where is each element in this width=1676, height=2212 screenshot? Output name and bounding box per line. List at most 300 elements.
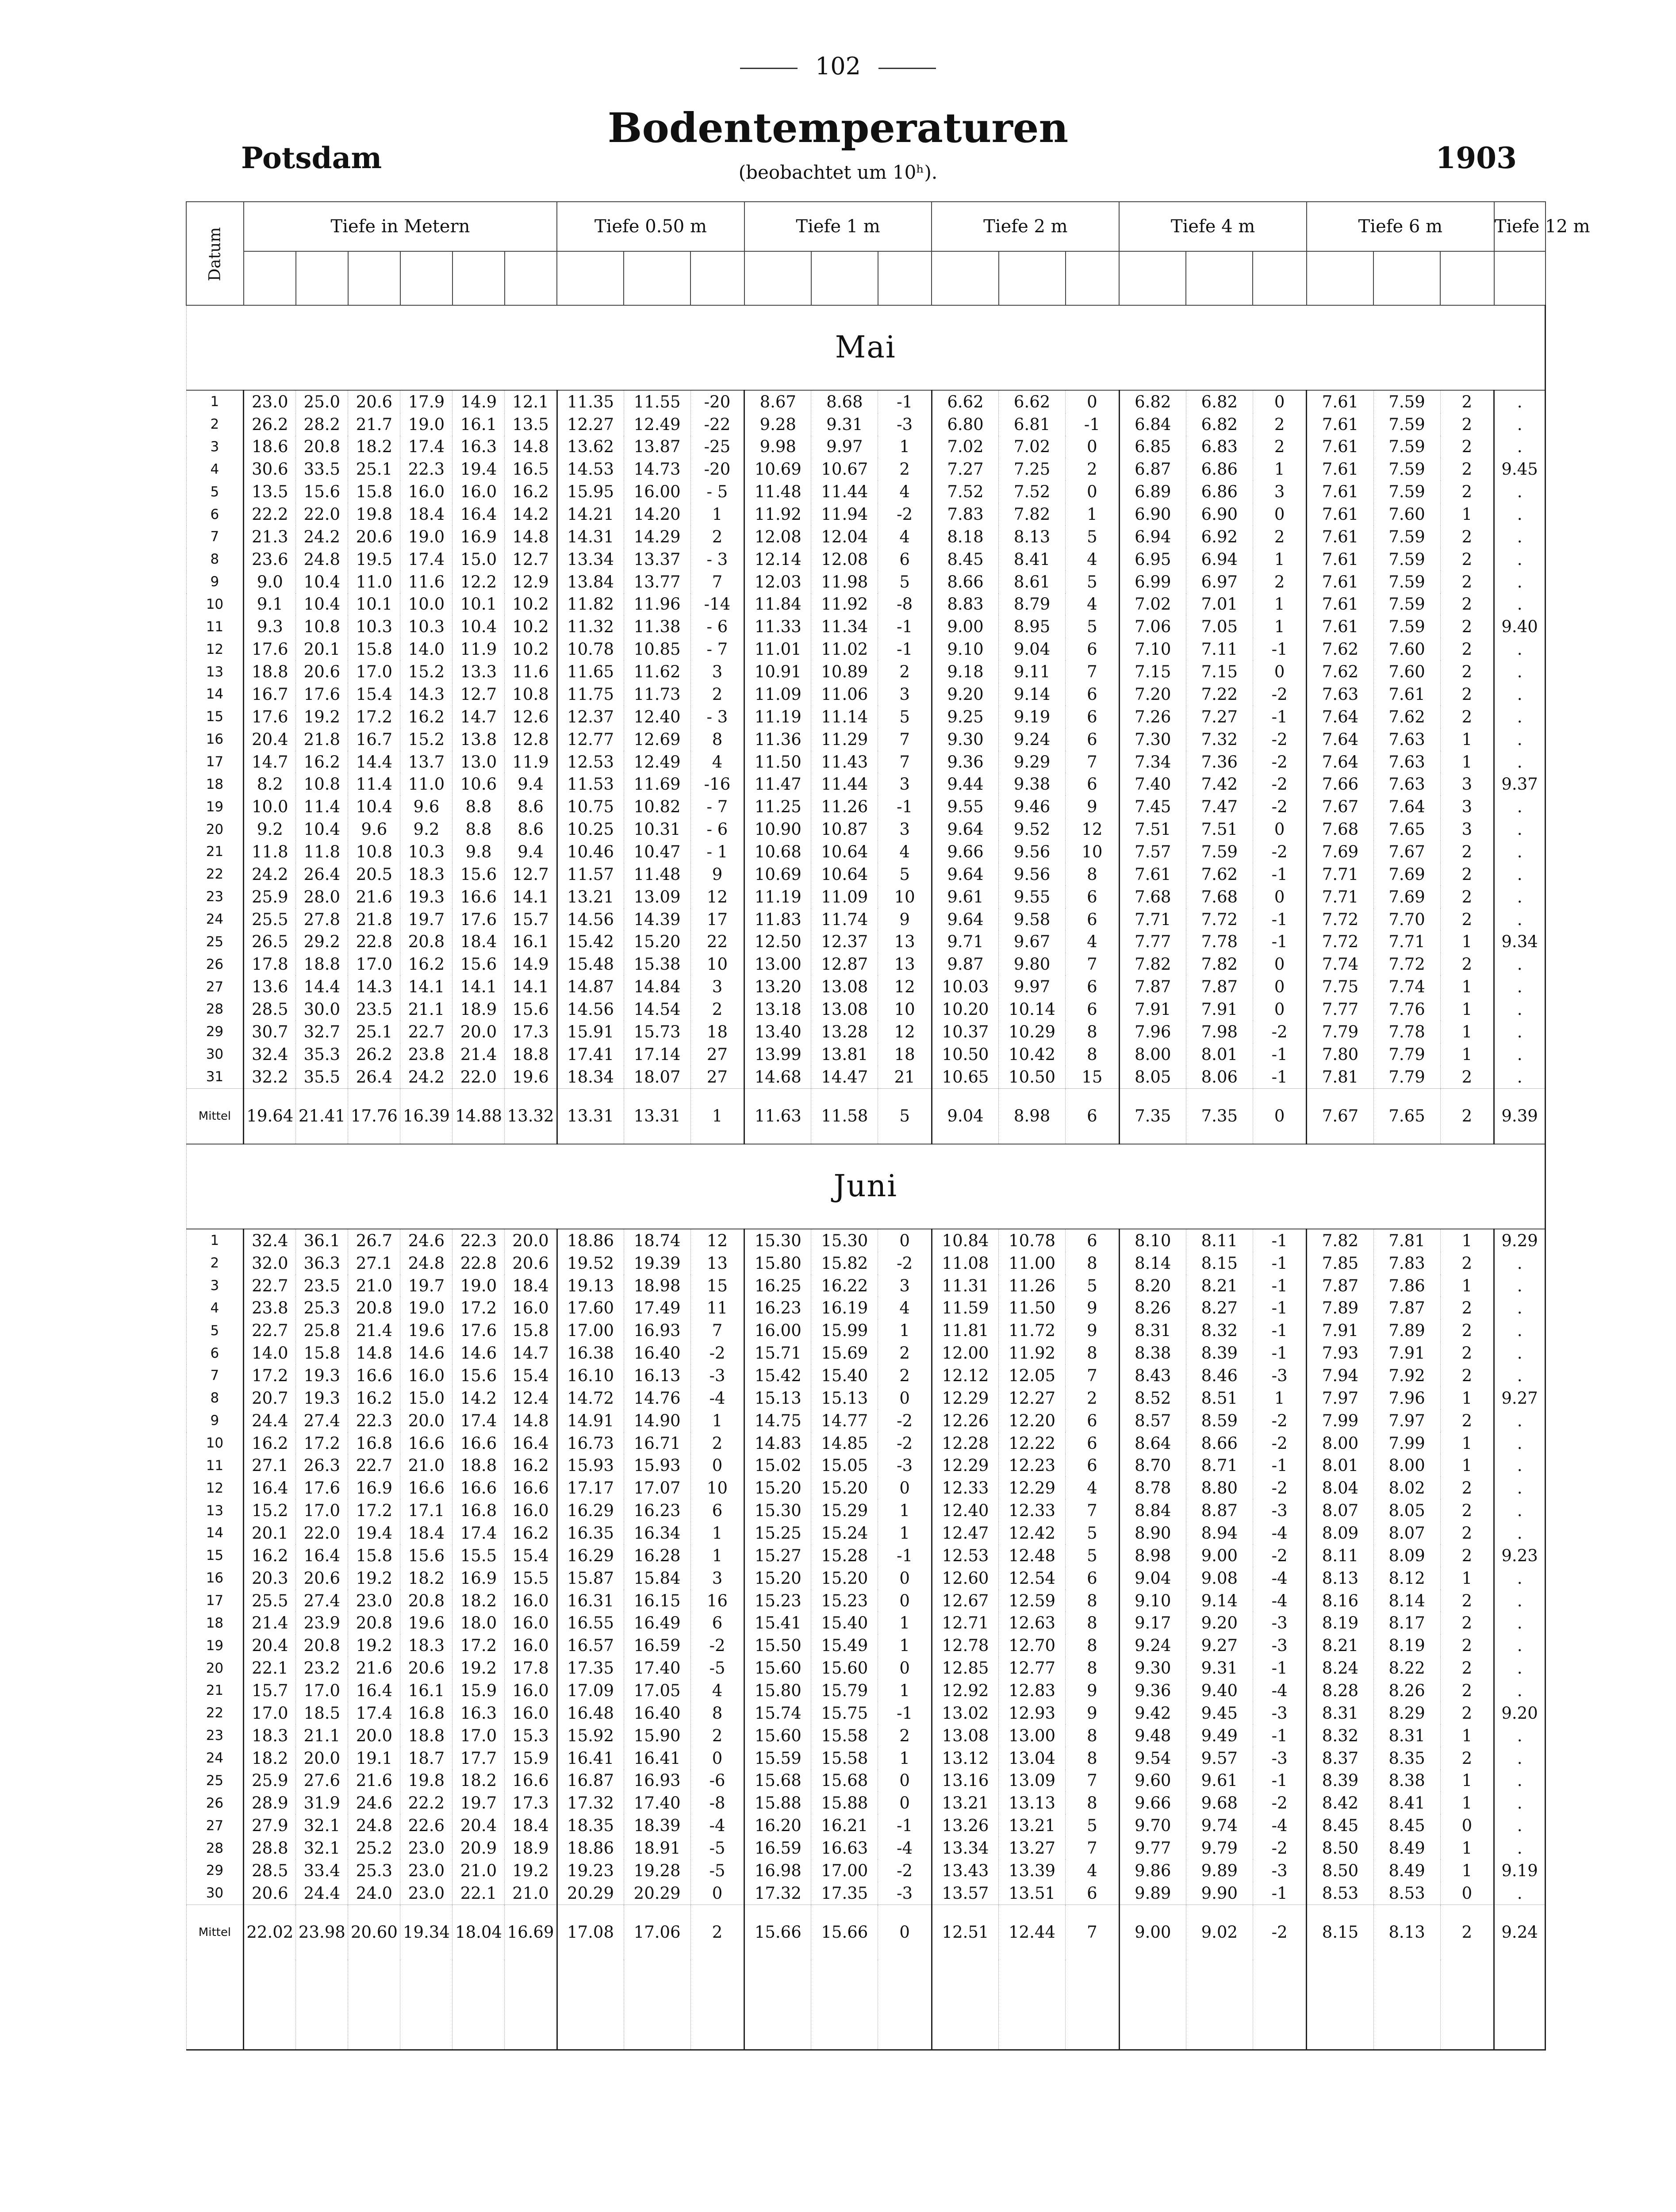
value-cell: 15.68 — [811, 1770, 878, 1792]
value-cell: -1 — [1253, 930, 1307, 953]
value-cell: 6.99 — [1119, 571, 1186, 593]
datum-cell: 8 — [186, 548, 244, 571]
value-cell: 7.68 — [1186, 886, 1253, 908]
ton-header — [1119, 251, 1186, 305]
value-cell: 24.6 — [348, 1792, 400, 1814]
value-cell: 8.27 — [1186, 1297, 1253, 1319]
value-cell: -2 — [1253, 728, 1307, 751]
value-cell: 22.3 — [348, 1409, 400, 1432]
value-cell: 7.78 — [1186, 930, 1253, 953]
value-cell: 7.02 — [999, 436, 1066, 458]
value-cell: 12.2 — [453, 571, 505, 593]
datum-cell: 16 — [186, 1567, 244, 1590]
value-cell: 12.71 — [932, 1612, 998, 1634]
value-cell: 9.00 — [932, 615, 998, 638]
value-cell: 7.42 — [1186, 773, 1253, 795]
value-cell: 13.21 — [932, 1792, 998, 1814]
value-cell: 9.24 — [999, 728, 1066, 751]
value-cell: 13.08 — [932, 1724, 998, 1747]
value-cell: 7.02 — [932, 436, 998, 458]
value-cell: 2 — [1440, 886, 1494, 908]
value-cell: 17.00 — [811, 1859, 878, 1882]
value-cell: 23.2 — [296, 1657, 348, 1679]
value-cell: 5 — [878, 571, 932, 593]
value-cell: 9.58 — [999, 908, 1066, 931]
value-cell: -1 — [1253, 638, 1307, 661]
value-cell: 5 — [1066, 615, 1120, 638]
value-cell: 6 — [1066, 683, 1120, 706]
value-cell: 25.8 — [296, 1319, 348, 1342]
value-cell: 7.79 — [1307, 1021, 1373, 1043]
value-cell: 12.00 — [932, 1342, 998, 1364]
value-cell: 15.71 — [744, 1342, 811, 1364]
value-cell: 7.59 — [1373, 458, 1440, 480]
value-cell: 20.0 — [296, 1747, 348, 1770]
value-cell: 17.2 — [453, 1634, 505, 1657]
value-cell: 7.87 — [1373, 1297, 1440, 1319]
value-cell: 10.8 — [348, 841, 400, 863]
value-cell: . — [1494, 795, 1546, 818]
value-cell: 12.93 — [999, 1702, 1066, 1724]
value-cell: 8.45 — [1373, 1814, 1440, 1837]
value-cell: 18.2 — [244, 1747, 296, 1770]
value-cell: 7.82 — [1307, 1229, 1373, 1252]
value-cell: 7.62 — [1373, 706, 1440, 728]
value-cell: 19.34 — [400, 1905, 453, 1960]
datum-cell: 20 — [186, 1657, 244, 1679]
value-cell: -3 — [1253, 1747, 1307, 1770]
value-cell: 2 — [1440, 1409, 1494, 1432]
ton-header — [1307, 251, 1373, 305]
value-cell: . — [1494, 1770, 1546, 1792]
value-cell: 11.69 — [624, 773, 690, 795]
value-cell: 22.7 — [348, 1454, 400, 1477]
table-row — [186, 458, 1546, 480]
group-header-050m: Tiefe 0.50 m — [557, 202, 744, 251]
value-cell: 1 — [1440, 1275, 1494, 1297]
empty-cell — [624, 1960, 690, 2050]
datum-cell: 1 — [186, 390, 244, 413]
value-cell: 23.0 — [348, 1590, 400, 1612]
value-cell: 17.6 — [453, 1319, 505, 1342]
value-cell: 14.75 — [744, 1409, 811, 1432]
value-cell: 15.4 — [348, 683, 400, 706]
value-cell: 2 — [878, 1342, 932, 1364]
table-row — [186, 683, 1546, 706]
table-row — [186, 998, 1546, 1021]
datum-header: Datum — [186, 202, 244, 305]
value-cell: 7.61 — [1307, 593, 1373, 616]
value-cell: 1 — [1253, 593, 1307, 616]
value-cell: 8.79 — [999, 593, 1066, 616]
value-cell: 6.86 — [1186, 458, 1253, 480]
value-cell: 10.65 — [932, 1066, 998, 1088]
value-cell: 11.36 — [744, 728, 811, 751]
value-cell: 15.20 — [811, 1477, 878, 1499]
value-cell: -2 — [878, 503, 932, 526]
value-cell: 25.3 — [296, 1297, 348, 1319]
value-cell: 9.00 — [1186, 1544, 1253, 1567]
value-cell: 33.4 — [296, 1859, 348, 1882]
value-cell: 20.60 — [348, 1905, 400, 1960]
value-cell: 17.08 — [557, 1905, 624, 1960]
value-cell: 8.28 — [1307, 1679, 1373, 1702]
value-cell: . — [1494, 1814, 1546, 1837]
value-cell: 9.29 — [999, 751, 1066, 773]
value-cell: 0 — [878, 1567, 932, 1590]
value-cell: 15.13 — [744, 1387, 811, 1409]
value-cell: 9.77 — [1119, 1837, 1186, 1859]
value-cell: -2 — [690, 1342, 744, 1364]
depth-header — [400, 251, 453, 305]
value-cell: 15.30 — [744, 1499, 811, 1522]
value-cell: 15 — [1066, 1066, 1120, 1088]
value-cell: 5 — [1066, 1814, 1120, 1837]
value-cell: 12.33 — [999, 1499, 1066, 1522]
value-cell: 9.11 — [999, 661, 1066, 683]
value-cell: 4 — [878, 1297, 932, 1319]
value-cell: 12.08 — [811, 548, 878, 571]
value-cell: 15.2 — [400, 728, 453, 751]
value-cell: 17.6 — [244, 706, 296, 728]
value-cell: 2 — [1440, 548, 1494, 571]
value-cell: 9.97 — [811, 436, 878, 458]
value-cell: 9.56 — [999, 863, 1066, 886]
value-cell: 8.21 — [1186, 1275, 1253, 1297]
value-cell: 16.6 — [505, 1770, 557, 1792]
value-cell: 16.2 — [348, 1387, 400, 1409]
datum-cell: 11 — [186, 1454, 244, 1477]
value-cell: 7.77 — [1119, 930, 1186, 953]
value-cell: 8.32 — [1307, 1724, 1373, 1747]
value-cell: 6.82 — [1186, 413, 1253, 436]
value-cell: 10 — [690, 953, 744, 975]
value-cell: 19.13 — [557, 1275, 624, 1297]
value-cell: 13.8 — [453, 728, 505, 751]
value-cell: 7.72 — [1307, 930, 1373, 953]
table-row — [186, 1702, 1546, 1724]
value-cell: 8.71 — [1186, 1454, 1253, 1477]
value-cell: 12.85 — [932, 1657, 998, 1679]
value-cell: 1 — [1440, 1021, 1494, 1043]
value-cell: 10.29 — [999, 1021, 1066, 1043]
group-header-12m: Tiefe 12 m — [1494, 202, 1546, 251]
value-cell: 2 — [878, 1724, 932, 1747]
value-cell: 17.09 — [557, 1679, 624, 1702]
value-cell: 8.49 — [1373, 1859, 1440, 1882]
value-cell: 11.29 — [811, 728, 878, 751]
value-cell: 11.9 — [453, 638, 505, 661]
value-cell: 10.4 — [296, 571, 348, 593]
value-cell: 9.46 — [999, 795, 1066, 818]
value-cell: 13 — [690, 1252, 744, 1275]
value-cell: . — [1494, 1747, 1546, 1770]
value-cell: 15.75 — [811, 1702, 878, 1724]
value-cell: 7.96 — [1119, 1021, 1186, 1043]
value-cell: 9.36 — [932, 751, 998, 773]
value-cell: 17.3 — [505, 1021, 557, 1043]
value-cell: 6 — [878, 548, 932, 571]
value-cell: 8.67 — [744, 390, 811, 413]
value-cell: 6 — [1066, 1229, 1120, 1252]
value-cell: 7 — [690, 571, 744, 593]
empty-cell — [1119, 1960, 1186, 2050]
value-cell: 19.6 — [400, 1319, 453, 1342]
value-cell: 24.4 — [296, 1882, 348, 1905]
value-cell: 18.7 — [400, 1747, 453, 1770]
value-cell: 17.0 — [453, 1724, 505, 1747]
value-cell: 7.92 — [1373, 1364, 1440, 1387]
empty-cell — [557, 1960, 624, 2050]
value-cell: 2 — [690, 683, 744, 706]
value-cell: 8.22 — [1373, 1657, 1440, 1679]
value-cell: 14.3 — [348, 975, 400, 998]
value-cell: -3 — [1253, 1612, 1307, 1634]
value-cell: 1 — [1440, 998, 1494, 1021]
datum-cell: 2 — [186, 1252, 244, 1275]
value-cell: 16.6 — [505, 1477, 557, 1499]
value-cell: 15.0 — [453, 548, 505, 571]
value-cell: 2 — [1440, 1590, 1494, 1612]
value-cell: 15.40 — [811, 1364, 878, 1387]
value-cell: 8.50 — [1307, 1837, 1373, 1859]
value-cell: 0 — [1253, 953, 1307, 975]
value-cell: 17.40 — [624, 1792, 690, 1814]
value-cell: 20.6 — [296, 1567, 348, 1590]
value-cell: 9.55 — [999, 886, 1066, 908]
value-cell: . — [1494, 548, 1546, 571]
value-cell: 17.35 — [811, 1882, 878, 1905]
value-cell: 10.42 — [999, 1043, 1066, 1066]
value-cell: 9.66 — [1119, 1792, 1186, 1814]
empty-cell — [999, 1960, 1066, 2050]
value-cell: 2 — [1440, 1297, 1494, 1319]
value-cell: 18.91 — [624, 1837, 690, 1859]
value-cell: 0 — [1440, 1814, 1494, 1837]
value-cell: 16.34 — [624, 1522, 690, 1544]
value-cell: 17.0 — [296, 1679, 348, 1702]
value-cell: 17.8 — [505, 1657, 557, 1679]
value-cell: 6 — [1066, 975, 1120, 998]
value-cell: 14.76 — [624, 1387, 690, 1409]
datum-cell: 9 — [186, 571, 244, 593]
value-cell: 13.28 — [811, 1021, 878, 1043]
value-cell: 15.59 — [744, 1747, 811, 1770]
datum-cell: 20 — [186, 818, 244, 841]
value-cell: 16.40 — [624, 1702, 690, 1724]
value-cell: 7.59 — [1373, 593, 1440, 616]
value-cell: 3 — [878, 1275, 932, 1297]
value-cell: 10.8 — [296, 615, 348, 638]
value-cell: 6.84 — [1119, 413, 1186, 436]
value-cell: . — [1494, 975, 1546, 998]
value-cell: 2 — [1253, 526, 1307, 548]
value-cell: 9 — [1066, 795, 1120, 818]
empty-cell — [1253, 1960, 1307, 2050]
value-cell: 2 — [1440, 1319, 1494, 1342]
value-cell: 15.20 — [811, 1567, 878, 1590]
value-cell: 10.75 — [557, 795, 624, 818]
datum-cell: 5 — [186, 1319, 244, 1342]
value-cell: 18.9 — [453, 998, 505, 1021]
value-cell: 22.0 — [296, 1522, 348, 1544]
value-cell: 2 — [1440, 1747, 1494, 1770]
value-cell: 10.25 — [557, 818, 624, 841]
value-cell: 20.5 — [348, 863, 400, 886]
value-cell: 13.3 — [453, 661, 505, 683]
value-cell: 7.61 — [1307, 458, 1373, 480]
value-cell: 25.5 — [244, 1590, 296, 1612]
value-cell: 13.08 — [811, 975, 878, 998]
value-cell: 1 — [690, 1088, 744, 1144]
value-cell: 7 — [878, 751, 932, 773]
value-cell: 12.29 — [932, 1454, 998, 1477]
value-cell: 13.26 — [932, 1814, 998, 1837]
value-cell: 12.83 — [999, 1679, 1066, 1702]
value-cell: 7.59 — [1373, 436, 1440, 458]
value-cell: 2 — [1440, 480, 1494, 503]
value-cell: 7.86 — [1373, 1275, 1440, 1297]
value-cell: 15.8 — [505, 1319, 557, 1342]
value-cell: 27.6 — [296, 1770, 348, 1792]
value-cell: 10.4 — [296, 593, 348, 616]
value-cell: 9.90 — [1186, 1882, 1253, 1905]
value-cell: 22.3 — [400, 458, 453, 480]
neusilber-header — [999, 251, 1066, 305]
value-cell: 8.02 — [1373, 1477, 1440, 1499]
table-row — [186, 1544, 1546, 1567]
value-cell: 7.69 — [1307, 841, 1373, 863]
value-cell: 1 — [1440, 1432, 1494, 1455]
value-cell: 7.64 — [1307, 751, 1373, 773]
value-cell: 16.9 — [453, 1567, 505, 1590]
value-cell: 9.27 — [1494, 1387, 1546, 1409]
value-cell: 13.31 — [557, 1088, 624, 1144]
value-cell: 20.8 — [348, 1612, 400, 1634]
value-cell: 8.07 — [1307, 1499, 1373, 1522]
value-cell: 7.68 — [1307, 818, 1373, 841]
value-cell: 7.77 — [1307, 998, 1373, 1021]
value-cell: 13.5 — [244, 480, 296, 503]
ton-header — [932, 251, 998, 305]
value-cell: 18.2 — [400, 1567, 453, 1590]
value-cell: 15.92 — [557, 1724, 624, 1747]
value-cell: 18.8 — [400, 1724, 453, 1747]
value-cell: . — [1494, 1066, 1546, 1088]
value-cell: . — [1494, 1590, 1546, 1612]
table-row — [186, 818, 1546, 841]
value-cell: 13.62 — [557, 436, 624, 458]
value-cell: 19.0 — [453, 1275, 505, 1297]
value-cell: 8 — [1066, 1043, 1120, 1066]
value-cell: 11.00 — [999, 1252, 1066, 1275]
value-cell: 7.61 — [1307, 480, 1373, 503]
value-cell: 2 — [1440, 1342, 1494, 1364]
value-cell: 19.7 — [453, 1792, 505, 1814]
value-cell: 7.91 — [1373, 1342, 1440, 1364]
value-cell: 8.78 — [1119, 1477, 1186, 1499]
value-cell: 16.19 — [811, 1297, 878, 1319]
value-cell: 11.84 — [744, 593, 811, 616]
value-cell: 15.27 — [744, 1544, 811, 1567]
value-cell: 8.35 — [1373, 1747, 1440, 1770]
value-cell: 14.0 — [244, 1342, 296, 1364]
value-cell: -1 — [1066, 413, 1120, 436]
value-cell: 9.34 — [1494, 930, 1546, 953]
value-cell: 7.60 — [1373, 661, 1440, 683]
value-cell: 7.96 — [1373, 1387, 1440, 1409]
value-cell: 7.87 — [1307, 1275, 1373, 1297]
value-cell: 32.4 — [244, 1229, 296, 1252]
value-cell: 15.20 — [744, 1567, 811, 1590]
value-cell: 7.61 — [1307, 503, 1373, 526]
value-cell: -3 — [1253, 1364, 1307, 1387]
value-cell: 2 — [1440, 571, 1494, 593]
value-cell: 9.98 — [744, 436, 811, 458]
table-row — [186, 1837, 1546, 1859]
value-cell: 21.0 — [505, 1882, 557, 1905]
value-cell: 8.42 — [1307, 1792, 1373, 1814]
value-cell: 8.09 — [1373, 1544, 1440, 1567]
value-cell: 8.00 — [1307, 1432, 1373, 1455]
value-cell: 21 — [878, 1066, 932, 1088]
value-cell: 8 — [1066, 863, 1120, 886]
value-cell: 15.4 — [505, 1544, 557, 1567]
value-cell: -4 — [690, 1814, 744, 1837]
value-cell: 8.64 — [1119, 1432, 1186, 1455]
value-cell: 10.31 — [624, 818, 690, 841]
value-cell: 2 — [1440, 841, 1494, 863]
value-cell: 25.2 — [348, 1837, 400, 1859]
value-cell: 7.36 — [1186, 751, 1253, 773]
table-row — [186, 930, 1546, 953]
datum-cell: 4 — [186, 1297, 244, 1319]
value-cell: 15.60 — [744, 1724, 811, 1747]
value-cell: 8.38 — [1119, 1342, 1186, 1364]
datum-cell: 18 — [186, 1612, 244, 1634]
value-cell: 1 — [1253, 458, 1307, 480]
value-cell: 8 — [1066, 1634, 1120, 1657]
value-cell: 22.6 — [400, 1814, 453, 1837]
value-cell: 15.2 — [244, 1499, 296, 1522]
value-cell: 14.53 — [557, 458, 624, 480]
value-cell: -1 — [878, 1544, 932, 1567]
value-cell: -4 — [878, 1837, 932, 1859]
value-cell: 12.28 — [932, 1432, 998, 1455]
value-cell: 10.85 — [624, 638, 690, 661]
value-cell: 19.28 — [624, 1859, 690, 1882]
table-row — [186, 1770, 1546, 1792]
value-cell: 16.40 — [624, 1342, 690, 1364]
value-cell: . — [1494, 1477, 1546, 1499]
value-cell: 8.39 — [1186, 1342, 1253, 1364]
datum-cell: 8 — [186, 1387, 244, 1409]
month-row — [186, 1144, 1546, 1229]
value-cell: 0 — [1066, 436, 1120, 458]
value-cell: 7.40 — [1119, 773, 1186, 795]
value-cell: 17.41 — [557, 1043, 624, 1066]
value-cell: 7.76 — [1373, 998, 1440, 1021]
value-cell: 16.6 — [453, 1432, 505, 1455]
value-cell: 16.20 — [744, 1814, 811, 1837]
datum-cell: 30 — [186, 1882, 244, 1905]
value-cell: 10.8 — [296, 773, 348, 795]
value-cell: 8.98 — [999, 1088, 1066, 1144]
value-cell: 19.52 — [557, 1252, 624, 1275]
value-cell: 2 — [1440, 1634, 1494, 1657]
value-cell: 14.7 — [505, 1342, 557, 1364]
table-row — [186, 751, 1546, 773]
